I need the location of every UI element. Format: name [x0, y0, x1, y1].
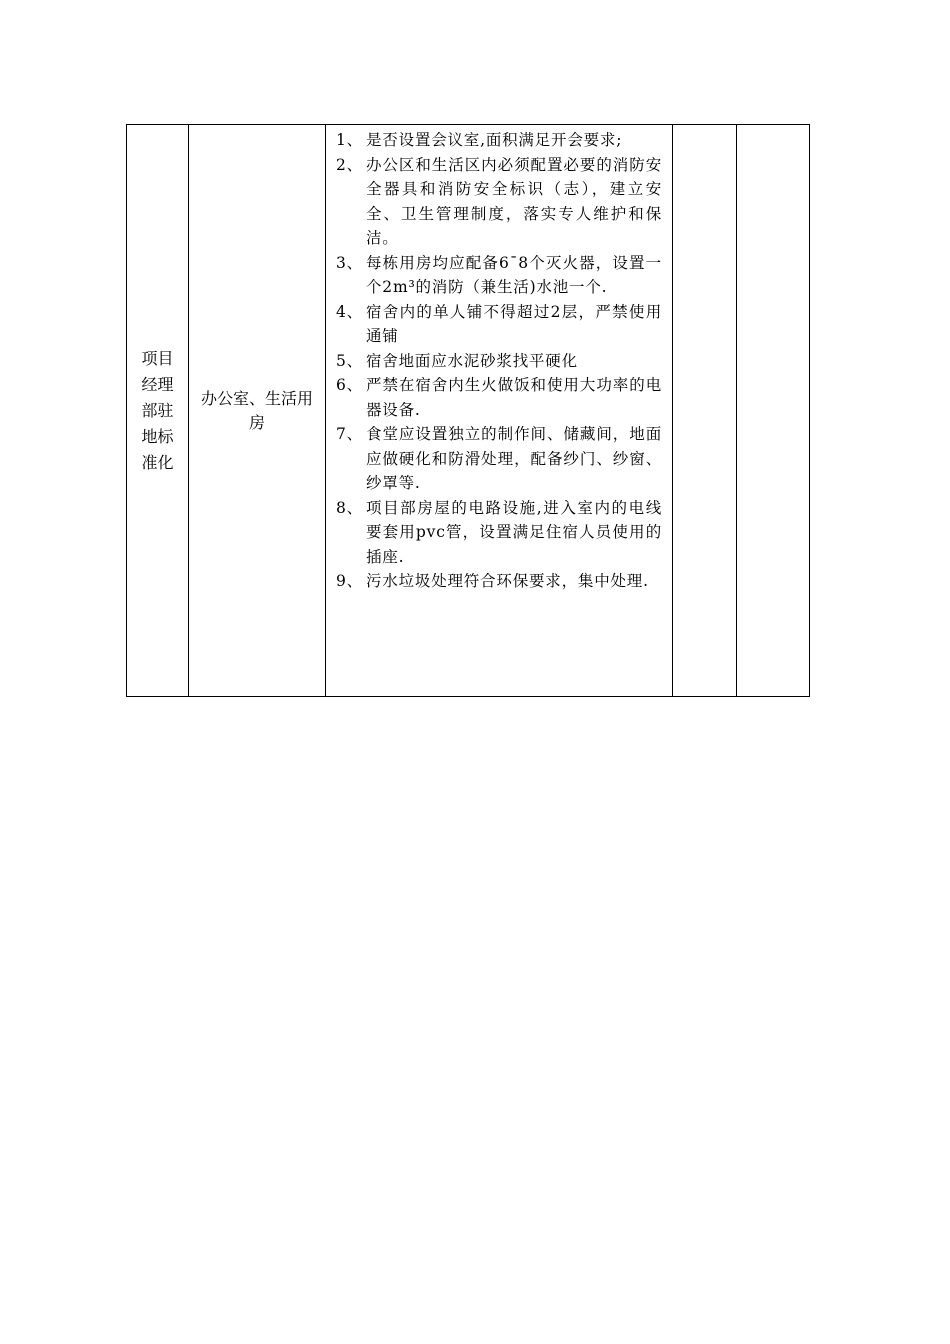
- list-item-text: 污水垃圾处理符合环保要求，集中处理.: [366, 572, 649, 590]
- list-item: [336, 373, 662, 422]
- category-label: 项目经理部驻地标准化: [141, 348, 174, 472]
- subject-label: 办公室、生活用房: [200, 388, 313, 432]
- list-item-number: 7、: [336, 425, 363, 443]
- category-cell: [127, 125, 189, 697]
- list-item-number: 3、: [336, 253, 363, 272]
- list-item: [336, 300, 662, 349]
- list-item-number: 6、: [336, 376, 363, 394]
- list-item: [336, 349, 662, 374]
- requirements-list: [326, 125, 672, 610]
- list-item-number: 1、: [336, 131, 363, 149]
- list-item: [336, 569, 662, 594]
- empty-cell-4: [673, 125, 737, 697]
- list-item: [336, 422, 662, 496]
- list-item: [336, 128, 662, 153]
- list-item: [336, 496, 662, 570]
- list-item-text: 是否设置会议室,面积满足开会要求;: [366, 131, 623, 149]
- requirements-cell: [326, 125, 673, 697]
- list-item-number: 4、: [336, 302, 363, 321]
- list-item: [336, 251, 662, 300]
- list-item: [336, 153, 662, 251]
- list-item-number: 8、: [336, 498, 363, 517]
- list-item-text: 办公区和生活区内必须配置必要的消防安全器具和消防安全标识（志），建立安全、卫生管理制度，落实专人维护和保洁。: [366, 155, 662, 247]
- list-item-number: 9、: [336, 572, 363, 590]
- list-item-text: 食堂应设置独立的制作间、储藏间，地面应做硬化和防滑处理，配备纱门、纱窗、纱罩等.: [366, 425, 662, 492]
- table-row: [127, 125, 810, 697]
- list-item-text: 宿舍内的单人铺不得超过2层，严禁使用通铺: [366, 302, 662, 345]
- list-item-text: 宿舍地面应水泥砂浆找平硬化: [366, 351, 578, 370]
- empty-cell-5: [737, 125, 810, 697]
- list-item-text: 每栋用房均应配备6ˉ8个灭火器，设置一个2m³的消防（兼生活)水池一个.: [366, 253, 662, 296]
- list-item-number: 2、: [336, 155, 363, 174]
- list-item-text: 严禁在宿舍内生火做饭和使用大功率的电器设备.: [366, 376, 662, 419]
- subject-cell: [189, 125, 326, 697]
- standards-table: [126, 124, 810, 697]
- list-item-number: 5、: [336, 351, 363, 370]
- list-item-text: 项目部房屋的电路设施,进入室内的电线要套用pvc管，设置满足住宿人员使用的插座.: [366, 498, 662, 566]
